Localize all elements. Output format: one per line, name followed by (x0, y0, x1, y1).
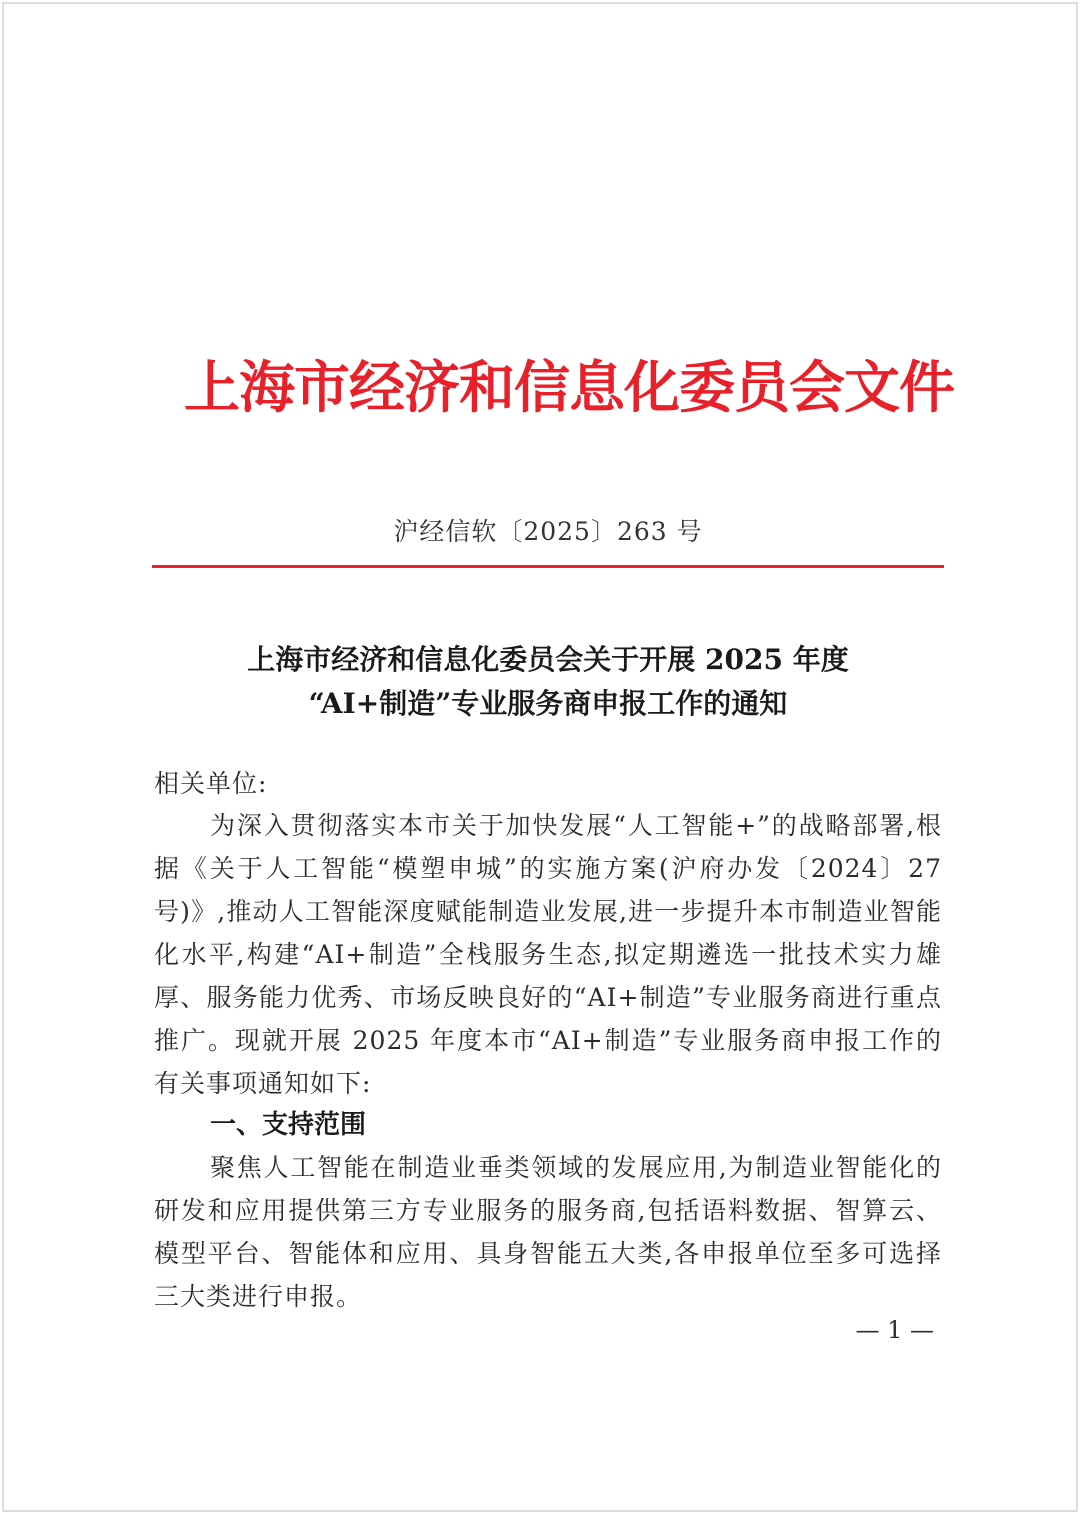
red-divider-line (152, 565, 944, 568)
notice-title-line-2: “AI+制造”专业服务商申报工作的通知 (308, 687, 788, 720)
notice-title-line-1: 上海市经济和信息化委员会关于开展 2025 年度 (247, 643, 849, 676)
body-paragraph-1: 为深入贯彻落实本市关于加快发展“人工智能+”的战略部署,根据《关于人工智能“模塑申城”的实施方案(沪府办发〔2024〕27 号)》,推动人工智能深度赋能制造业发展,进一步提升本市制造业智能化水平,构建“AI+制造”全栈服务生态,拟定期遴选一批技术实力雄厚、服务能力优秀、市场反映良好的“AI+制造”专业服务商进行重点推广。现就开展 2025 年度本市“AI+制造”专业服务商申报工作的有关事项通知如下: (154, 811, 942, 1098)
document-number: 沪经信软〔2025〕263 号 (393, 517, 703, 546)
page-number: — 1 — (855, 1316, 934, 1344)
section-heading-scope: 一、支持范围 (210, 1110, 367, 1140)
document-page (2, 2, 1078, 1512)
document-header-title: 上海市经济和信息化委员会文件 (184, 355, 954, 421)
body-paragraph-2: 聚焦人工智能在制造业垂类领域的发展应用,为制造业智能化的研发和应用提供第三方专业服务的服务商,包括语料数据、智算云、模型平台、智能体和应用、具身智能五大类,各申报单位至多可选择三大类进行申报。 (154, 1153, 942, 1311)
salutation: 相关单位: (154, 769, 268, 798)
